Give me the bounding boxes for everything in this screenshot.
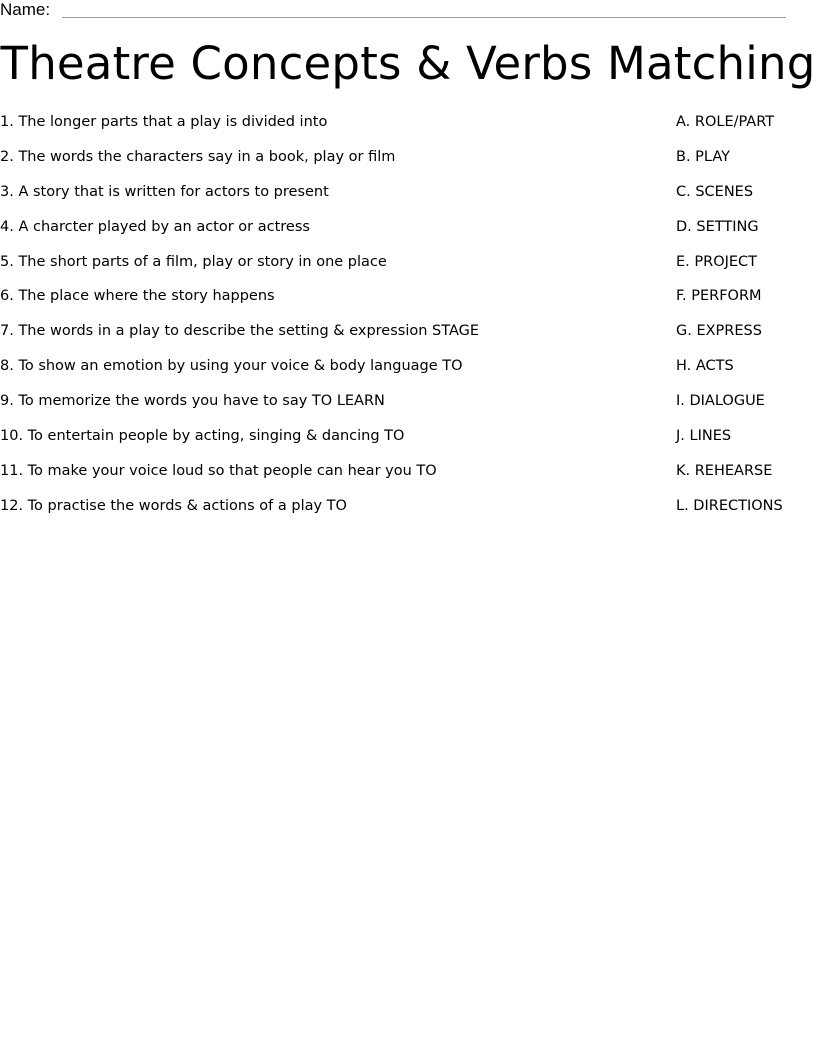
answer-option: I. DIALOGUE	[676, 393, 765, 410]
matching-row	[0, 356, 816, 391]
answer-option: E. PROJECT	[676, 253, 758, 270]
clue-text: 8. To show an emotion by using your voice & body language TO	[0, 358, 463, 375]
clue-text: 5. The short parts of a film, play or story in one place	[0, 253, 387, 270]
matching-row	[0, 426, 816, 461]
answer-option: G. EXPRESS	[676, 323, 762, 340]
matching-row	[0, 391, 816, 426]
matching-row	[0, 496, 816, 531]
matching-row	[0, 147, 816, 182]
matching-row	[0, 321, 816, 356]
answer-option: B. PLAY	[676, 148, 730, 165]
worksheet-title: Theatre Concepts & Verbs Matching	[0, 37, 816, 90]
answer-option: K. REHEARSE	[676, 462, 773, 479]
matching-row	[0, 182, 816, 217]
answer-option: C. SCENES	[676, 183, 754, 200]
clue-text: 7. The words in a play to describe the setting & expression STAGE	[0, 323, 480, 340]
answer-option: D. SETTING	[676, 218, 759, 235]
clue-text: 6. The place where the story happens	[0, 288, 275, 305]
answer-option: H. ACTS	[676, 358, 734, 375]
answer-option: F. PERFORM	[676, 288, 762, 305]
answer-option: A. ROLE/PART	[676, 114, 775, 130]
clue-text: 1. The longer parts that a play is divided into	[0, 114, 328, 130]
answer-option: L. DIRECTIONS	[676, 497, 783, 514]
clue-text: 4. A charcter played by an actor or actress	[0, 218, 310, 235]
clue-text: 2. The words the characters say in a book, play or film	[0, 148, 396, 165]
answer-option: J. LINES	[676, 428, 732, 445]
matching-row	[0, 217, 816, 252]
matching-row	[0, 252, 816, 287]
clue-text: 10. To entertain people by acting, singing & dancing TO	[0, 428, 405, 445]
clue-text: 9. To memorize the words you have to say TO LEARN	[0, 393, 385, 410]
clue-text: 11. To make your voice loud so that people can hear you TO	[0, 462, 437, 479]
name-label: Name:	[0, 0, 51, 19]
matching-row	[0, 461, 816, 496]
clue-text: 12. To practise the words & actions of a play TO	[0, 497, 347, 514]
matching-row	[0, 112, 816, 147]
clue-text: 3. A story that is written for actors to present	[0, 183, 329, 200]
name-row	[0, 0, 788, 20]
matching-row	[0, 286, 816, 321]
name-blank-line	[62, 17, 786, 18]
matching-list	[0, 112, 816, 531]
